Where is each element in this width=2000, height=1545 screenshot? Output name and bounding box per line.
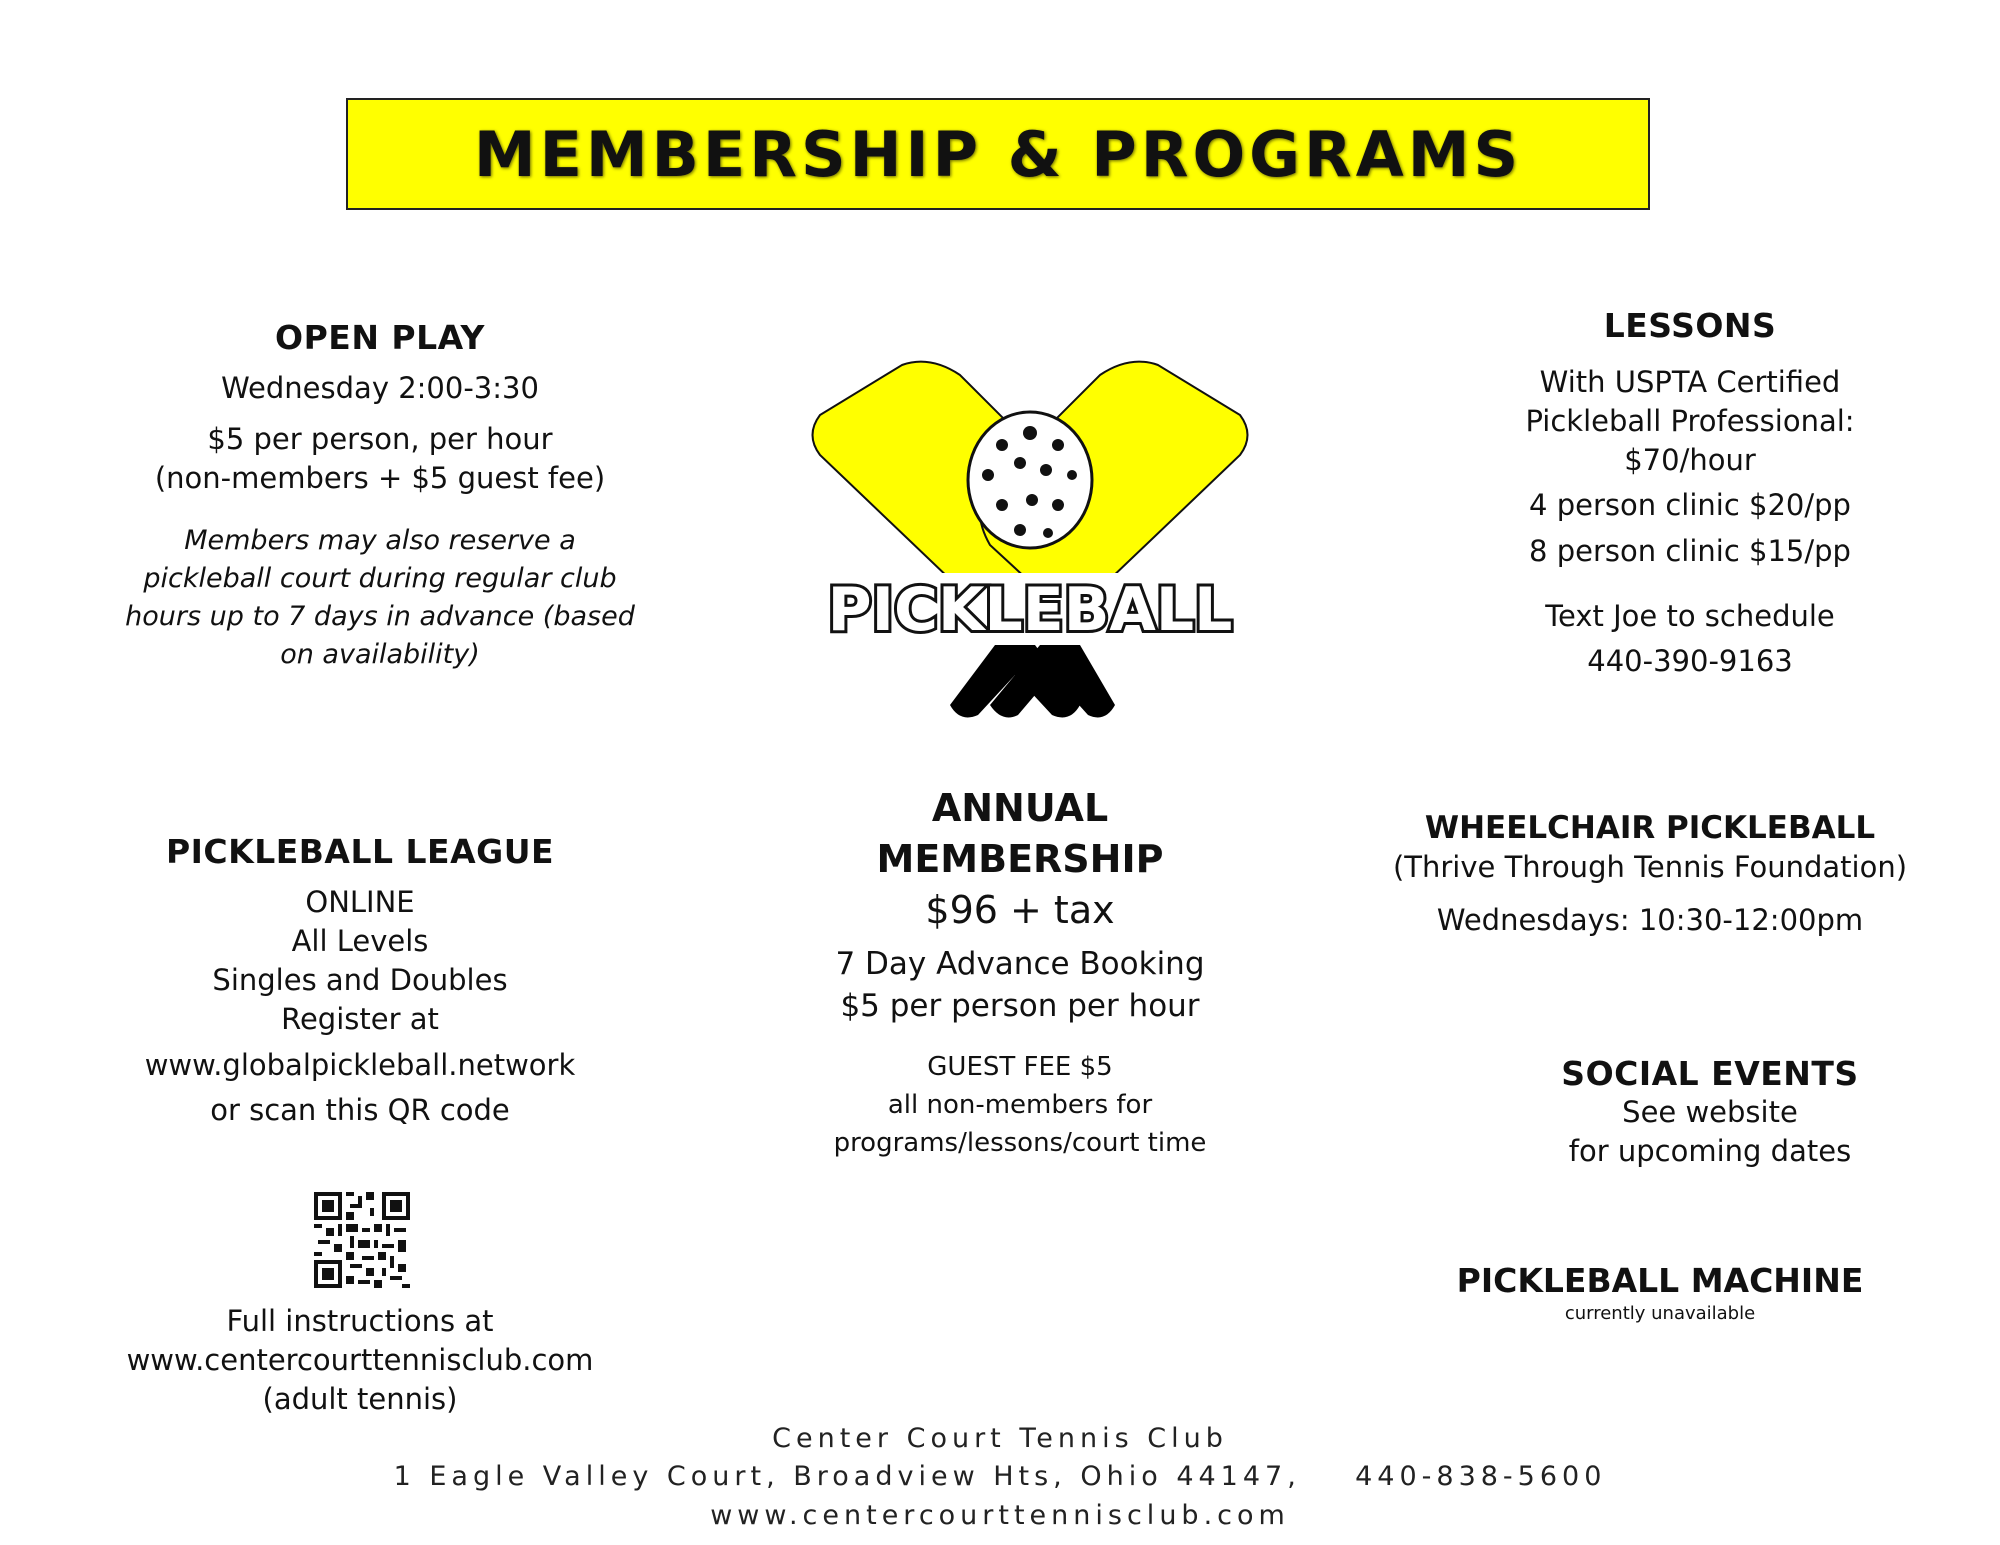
league-section bbox=[110, 832, 610, 1130]
lessons-price: $70/hour bbox=[1624, 443, 1756, 478]
league-website[interactable]: www.globalpickleball.network bbox=[144, 1047, 576, 1082]
lessons-section bbox=[1470, 306, 1910, 681]
open-play-price: $5 per person, per hour bbox=[207, 422, 553, 457]
open-play-note-line: hours up to 7 days in advance (based bbox=[125, 601, 635, 633]
league-instructions bbox=[110, 1302, 610, 1419]
lessons-line: Pickleball Professional: bbox=[1525, 404, 1855, 439]
social-events-section bbox=[1520, 1054, 1900, 1171]
open-play-section bbox=[100, 318, 660, 674]
footer bbox=[300, 1420, 1700, 1535]
membership-price: $96 + tax bbox=[925, 887, 1115, 932]
machine-heading: PICKLEBALL MACHINE bbox=[1456, 1261, 1864, 1300]
pickleball-logo bbox=[790, 345, 1270, 725]
instructions-line: Full instructions at bbox=[226, 1304, 494, 1338]
lessons-clinic-4: 4 person clinic $20/pp bbox=[1529, 488, 1851, 523]
wheelchair-heading: WHEELCHAIR PICKLEBALL bbox=[1424, 810, 1876, 846]
lessons-line: With USPTA Certified bbox=[1539, 365, 1841, 399]
instructions-line: (adult tennis) bbox=[262, 1382, 458, 1417]
footer-address: 1 Eagle Valley Court, Broadview Hts, Ohio 44147, 440-838-5600 bbox=[393, 1461, 1607, 1493]
membership-booking: 7 Day Advance Booking bbox=[835, 945, 1205, 982]
annual-heading: ANNUAL bbox=[931, 786, 1109, 830]
league-line: Singles and Doubles bbox=[212, 963, 508, 998]
guest-fee-line: all non-members for bbox=[887, 1090, 1153, 1121]
lessons-heading: LESSONS bbox=[1603, 306, 1777, 345]
footer-website[interactable]: www.centercourttennisclub.com bbox=[710, 1499, 1290, 1531]
guest-fee-line: GUEST FEE $5 bbox=[927, 1052, 1113, 1083]
social-line: See website bbox=[1622, 1095, 1798, 1129]
league-line: Register at bbox=[281, 1002, 439, 1037]
social-line: for upcoming dates bbox=[1568, 1134, 1852, 1169]
lessons-clinic-8: 8 person clinic $15/pp bbox=[1529, 533, 1851, 568]
lessons-contact: Text Joe to schedule bbox=[1545, 598, 1835, 633]
league-heading: PICKLEBALL LEAGUE bbox=[165, 832, 555, 871]
instructions-website[interactable]: www.centercourttennisclub.com bbox=[126, 1343, 594, 1378]
page-title: MEMBERSHIP & PROGRAMS bbox=[473, 117, 1523, 191]
wheelchair-schedule: Wednesdays: 10:30-12:00pm bbox=[1436, 903, 1864, 938]
league-line: or scan this QR code bbox=[210, 1092, 510, 1127]
title-banner bbox=[346, 98, 1650, 210]
machine-section bbox=[1420, 1260, 1900, 1324]
machine-status: currently unavailable bbox=[1564, 1302, 1756, 1324]
pickleball-paddles-icon bbox=[790, 345, 1270, 725]
league-line: All Levels bbox=[291, 924, 429, 959]
annual-membership-section bbox=[790, 780, 1250, 1162]
open-play-note-line: Members may also reserve a bbox=[184, 525, 576, 557]
open-play-heading: OPEN PLAY bbox=[275, 318, 485, 357]
league-line: ONLINE bbox=[305, 885, 415, 919]
social-heading: SOCIAL EVENTS bbox=[1561, 1054, 1859, 1093]
open-play-note-line: on availability) bbox=[280, 638, 480, 670]
open-play-guest-fee: (non-members + $5 guest fee) bbox=[154, 461, 606, 496]
footer-club-name: Center Court Tennis Club bbox=[772, 1423, 1228, 1454]
guest-fee-line: programs/lessons/court time bbox=[833, 1127, 1207, 1158]
wheelchair-sub: (Thrive Through Tennis Foundation) bbox=[1392, 850, 1908, 885]
membership-hourly: $5 per person per hour bbox=[840, 987, 1200, 1024]
qr-code-icon[interactable] bbox=[314, 1192, 410, 1288]
lessons-phone: 440-390-9163 bbox=[1587, 643, 1793, 678]
open-play-note-line: pickleball court during regular club bbox=[143, 563, 617, 595]
membership-heading: MEMBERSHIP bbox=[876, 837, 1164, 881]
logo-text: PICKLEBALL bbox=[827, 575, 1233, 645]
open-play-schedule: Wednesday 2:00-3:30 bbox=[221, 371, 539, 405]
wheelchair-section bbox=[1360, 808, 1940, 941]
